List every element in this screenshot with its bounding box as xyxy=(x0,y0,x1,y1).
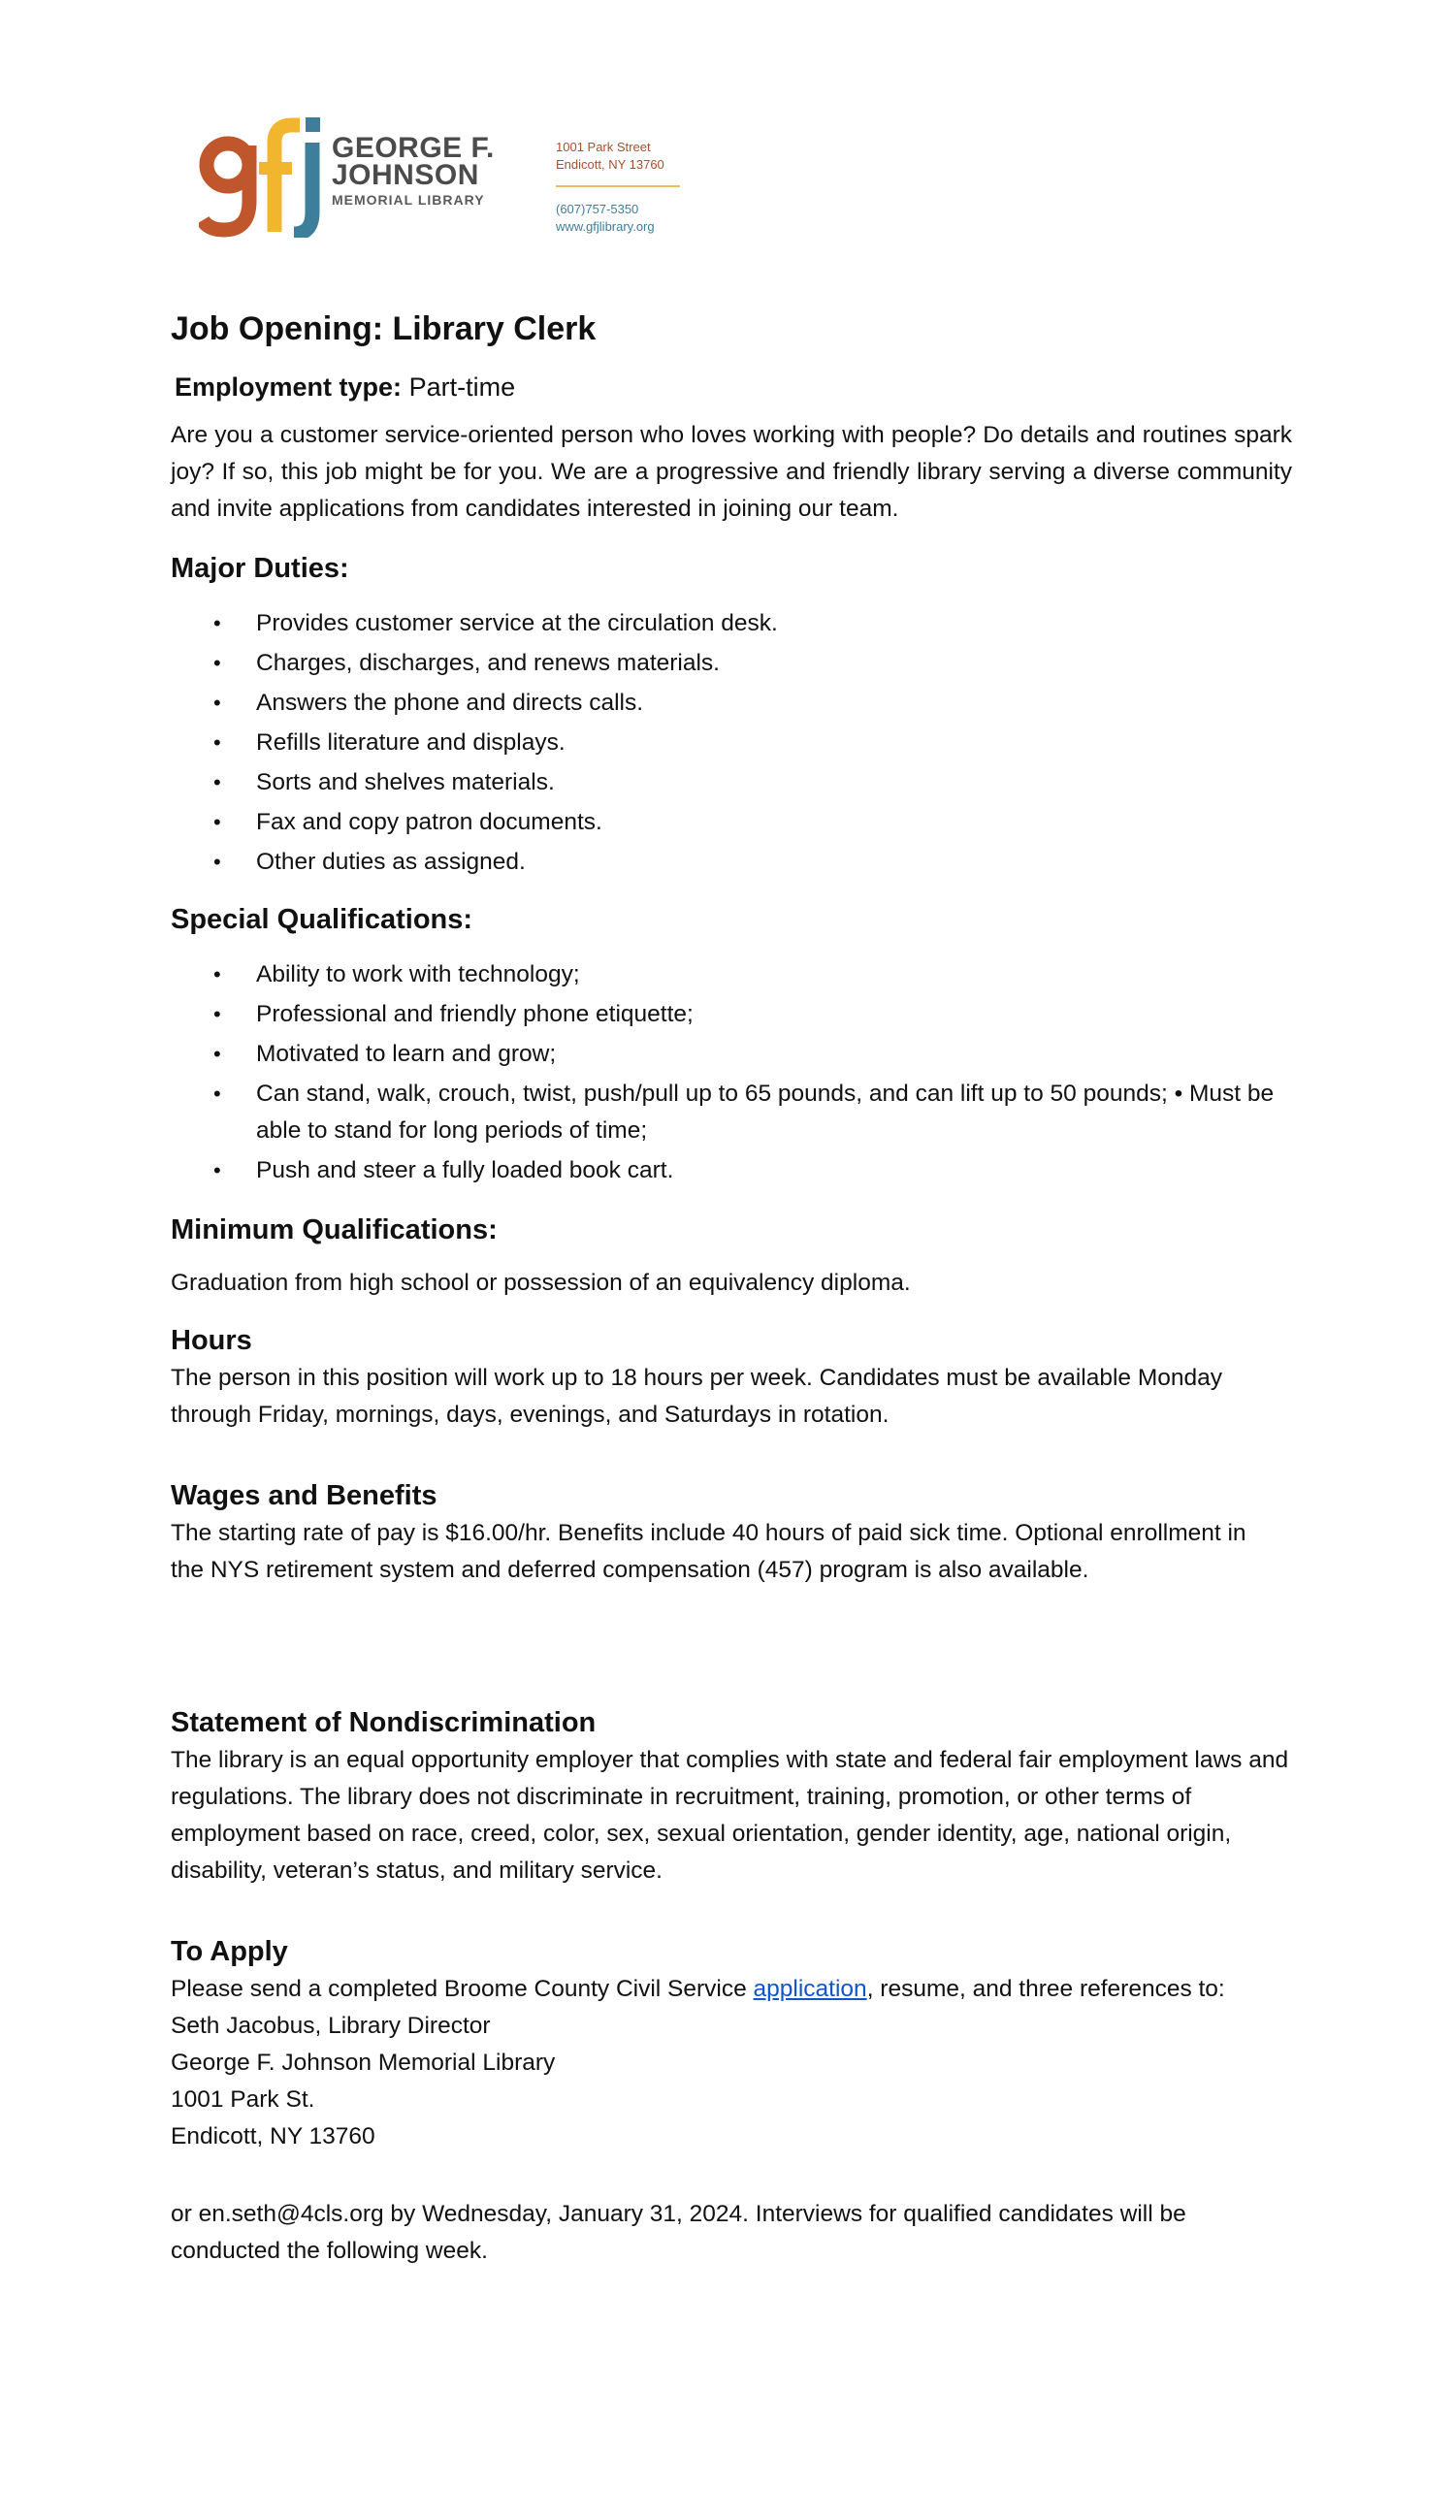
apply-closing: or en.seth@4cls.org by Wednesday, January 31, 2024. Interviews for qualified candidates will be conducted the following week. xyxy=(171,2201,1186,2264)
employment-type xyxy=(175,369,1292,405)
application-link[interactable]: application xyxy=(753,1976,867,2002)
library-name-line1: GEORGE F. xyxy=(332,132,495,164)
library-logo-icon xyxy=(199,112,330,238)
intro-paragraph: Are you a customer service-oriented person who loves working with people? Do details and routines spark joy? If so, this job might be for you. We are a progressive and friendly library serving a diverse community and invite applications from candidates interested in joining our team. xyxy=(171,422,1292,522)
library-name-line2: JOHNSON xyxy=(332,159,479,191)
list-item: • Provides customer service at the circulation desk. xyxy=(171,605,1292,642)
minimum-qualifications-text: Graduation from high school or possession of an equivalency diploma. xyxy=(171,1270,911,1296)
phone-number: (607)757-5350 xyxy=(556,202,639,216)
bullet-icon: • xyxy=(213,770,221,794)
apply-address-line: Seth Jacobus, Library Director xyxy=(171,2013,491,2039)
library-name-line3: MEMORIAL LIBRARY xyxy=(332,192,485,208)
bullet-icon: • xyxy=(213,1042,221,1066)
minimum-qualifications-heading: Minimum Qualifications: xyxy=(171,1214,498,1245)
list-item: • Charges, discharges, and renews materials. xyxy=(171,645,1292,682)
contact-divider xyxy=(556,185,680,187)
apply-address-line: Endicott, NY 13760 xyxy=(171,2123,375,2149)
bullet-icon: • xyxy=(213,1002,221,1026)
bullet-icon: • xyxy=(213,691,221,715)
wages-heading: Wages and Benefits xyxy=(171,1480,437,1511)
library-name xyxy=(332,132,495,210)
list-item: • Refills literature and displays. xyxy=(171,725,1292,761)
bullet-icon: • xyxy=(213,962,221,986)
bullet-icon: • xyxy=(213,730,221,755)
apply-heading: To Apply xyxy=(171,1936,288,1967)
list-item: • Professional and friendly phone etiquette; xyxy=(171,996,1292,1033)
address-line2: Endicott, NY 13760 xyxy=(556,157,664,172)
document-body xyxy=(171,307,1292,2270)
letterhead-contact xyxy=(556,139,680,236)
bullet-icon: • xyxy=(213,1158,221,1182)
page-title: Job Opening: Library Clerk xyxy=(171,310,597,347)
list-item: • Push and steer a fully loaded book cart. xyxy=(171,1152,1292,1189)
major-duties-heading: Major Duties: xyxy=(171,553,349,584)
nondiscrimination-heading: Statement of Nondiscrimination xyxy=(171,1707,597,1738)
list-item: • Other duties as assigned. xyxy=(171,844,1292,881)
list-item: • Ability to work with technology; xyxy=(171,956,1292,993)
address-line1: 1001 Park Street xyxy=(556,140,651,154)
bullet-icon: • xyxy=(213,651,221,675)
bullet-icon: • xyxy=(213,850,221,874)
major-duties-list xyxy=(171,605,1292,881)
apply-instructions: Please send a completed Broome County Civil Service application, resume, and three references to: xyxy=(171,1976,1225,2002)
employment-type-value: Part-time xyxy=(408,372,516,402)
list-item: • Motivated to learn and grow; xyxy=(171,1036,1292,1073)
hours-text: The person in this position will work up to 18 hours per week. Candidates must be available Monday through Friday, mornings, days, evenings, and Saturdays in rotation. xyxy=(171,1365,1223,1428)
hours-heading: Hours xyxy=(171,1325,252,1356)
employment-type-label: Employment type: xyxy=(175,372,403,402)
list-item: • Fax and copy patron documents. xyxy=(171,804,1292,841)
letterhead xyxy=(199,112,703,247)
bullet-icon: • xyxy=(213,810,221,834)
apply-address-line: George F. Johnson Memorial Library xyxy=(171,2050,556,2076)
special-qualifications-heading: Special Qualifications: xyxy=(171,904,473,935)
list-item: • Sorts and shelves materials. xyxy=(171,764,1292,801)
bullet-icon: • xyxy=(213,1082,221,1106)
nondiscrimination-text: The library is an equal opportunity employer that complies with state and federal fair employment laws and regulations. The library does not discriminate in recruitment, training, promotion, or other terms of employment based on race, creed, color, sex, sexual orientation, gender identity, age, national origin, disability, veteran’s status, and military service. xyxy=(171,1747,1289,1884)
special-qualifications-list xyxy=(171,956,1292,1189)
wages-text: The starting rate of pay is $16.00/hr. Benefits include 40 hours of paid sick time. Optional enrollment in the NYS retirement system and deferred compensation (457) program is also available. xyxy=(171,1520,1246,1583)
list-item: • Answers the phone and directs calls. xyxy=(171,685,1292,722)
apply-address-line: 1001 Park St. xyxy=(171,2086,315,2113)
list-item: • Can stand, walk, crouch, twist, push/pull up to 65 pounds, and can lift up to 50 pounds; • Must be able to stand for long periods of time; xyxy=(171,1076,1292,1149)
bullet-icon: • xyxy=(213,611,221,635)
website: www.gfjlibrary.org xyxy=(556,219,655,234)
